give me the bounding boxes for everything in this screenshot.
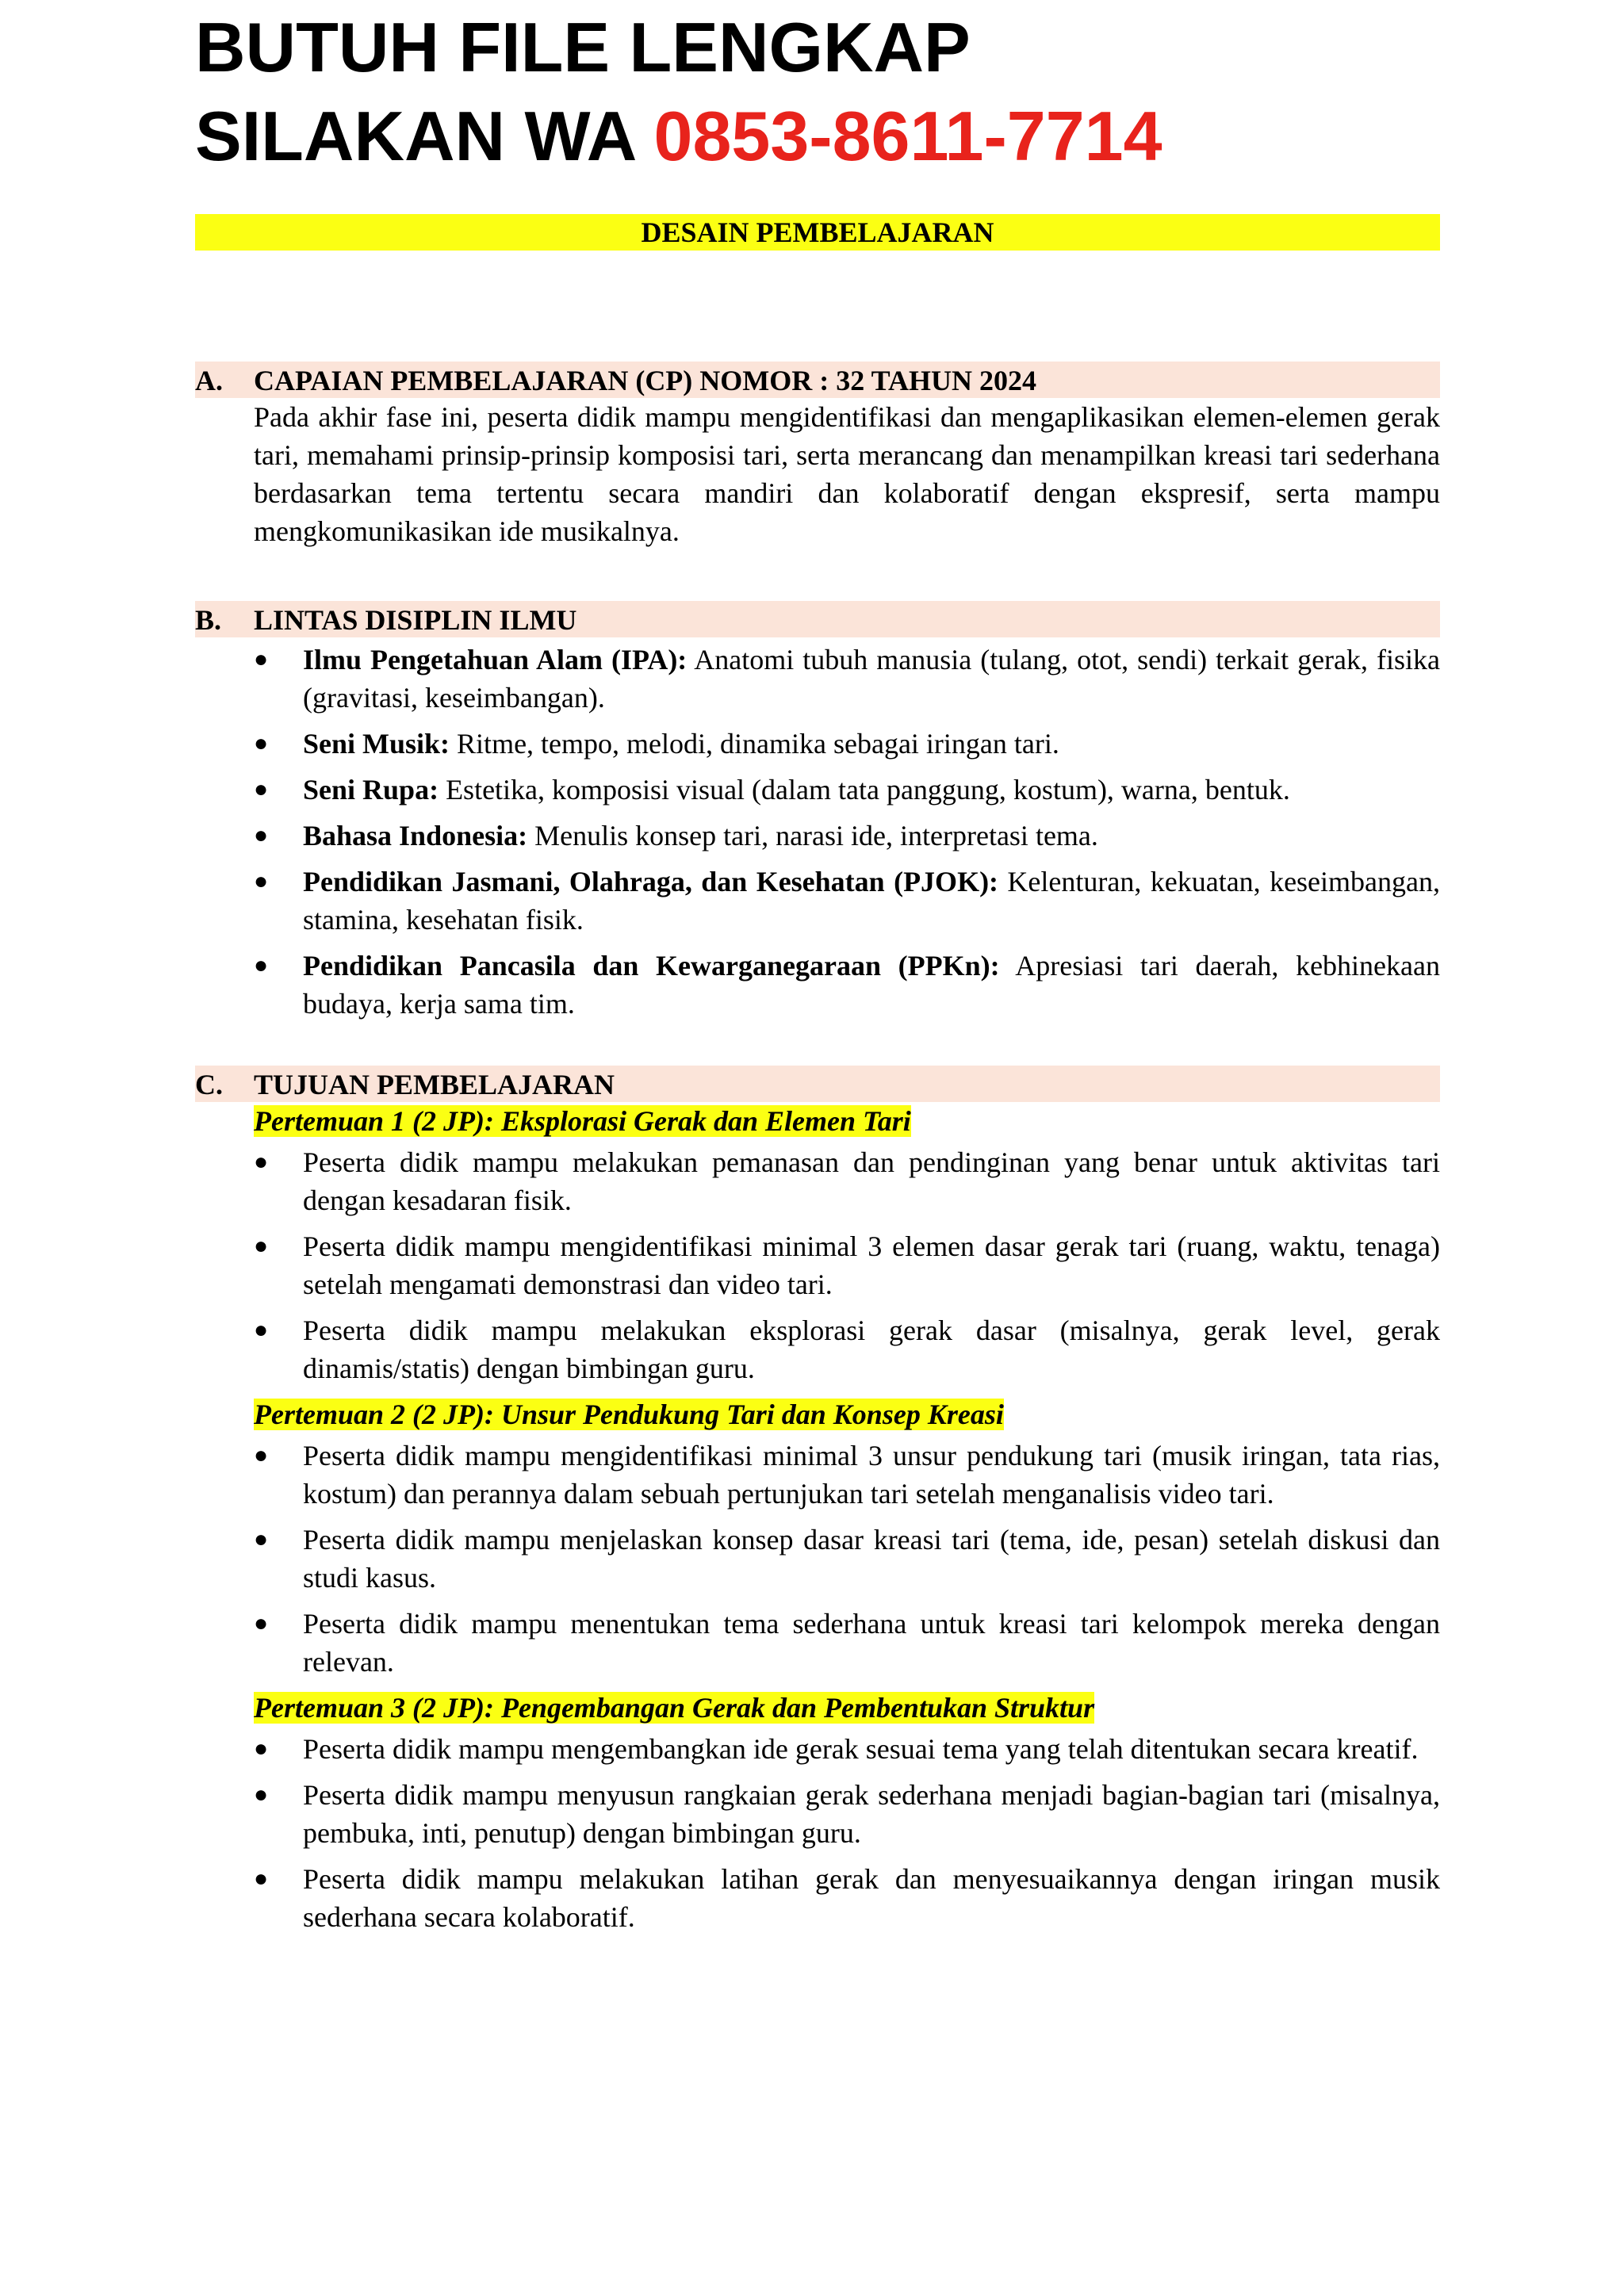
banner-line-2: [195, 92, 1162, 181]
list-item: [254, 725, 1440, 763]
bullet-icon: ●: [254, 1610, 269, 1636]
meeting-title: [254, 1689, 1440, 1727]
meeting-objectives: [195, 1730, 1440, 1936]
list-item: [254, 1437, 1440, 1513]
banner-line-1: BUTUH FILE LENGKAP: [195, 8, 971, 86]
section-b-letter: B.: [195, 604, 222, 636]
list-item: [254, 1521, 1440, 1597]
list-item: [254, 771, 1440, 809]
bullet-icon: ●: [254, 646, 269, 672]
bullet-icon: ●: [254, 822, 269, 848]
meeting-objectives: [195, 1143, 1440, 1387]
list-item: [254, 1143, 1440, 1219]
list-item: [254, 1605, 1440, 1681]
section-c: [195, 1066, 1440, 1936]
bullet-icon: ●: [254, 868, 269, 894]
bullet-icon: ●: [254, 1233, 269, 1259]
objective-text: Peserta didik mampu mengidentifikasi minimal 3 unsur pendukung tari (musik iringan, tata rias, kostum) dan perannya dalam sebuah pertunjukan tari setelah menganalisis video tari.: [303, 1440, 1440, 1510]
bullet-icon: ●: [254, 776, 269, 802]
item-text: Ritme, tempo, melodi, dinamika sebagai iringan tari.: [450, 728, 1059, 760]
document-title: DESAIN PEMBELAJARAN: [195, 214, 1440, 251]
section-c-title: TUJUAN PEMBELAJARAN: [254, 1069, 615, 1100]
bullet-icon: ●: [254, 1317, 269, 1343]
item-term: Pendidikan Pancasila dan Kewarganegaraan (PPKn):: [303, 950, 1000, 982]
list-item: [254, 1311, 1440, 1387]
section-c-letter: C.: [195, 1069, 223, 1100]
item-term: Seni Rupa:: [303, 774, 439, 806]
section-b-heading: [195, 601, 1440, 637]
objective-text: Peserta didik mampu melakukan latihan gerak dan menyesuaikannya dengan iringan musik sederhana secara kolaboratif.: [303, 1863, 1440, 1933]
list-item: [254, 817, 1440, 855]
section-c-heading: [195, 1066, 1440, 1102]
bullet-icon: ●: [254, 952, 269, 978]
section-a-paragraph: Pada akhir fase ini, peserta didik mampu mengidentifikasi dan mengaplikasikan elemen-elemen gerak tari, memahami prinsip-prinsip komposisi tari, serta merancang dan menampilkan kreasi tari sederhana berdasarkan tema tertentu secara mandiri dan kolaboratif dengan ekspresif, serta mampu mengkomunikasikan ide musikalnya.: [254, 401, 1440, 547]
objective-text: Peserta didik mampu menyusun rangkaian gerak sederhana menjadi bagian-bagian tari (misalnya, pembuka, inti, penutup) dengan bimbingan guru.: [303, 1779, 1440, 1849]
banner-prefix: SILAKAN WA: [195, 97, 654, 175]
meeting-title: [254, 1395, 1440, 1433]
list-item: [254, 947, 1440, 1023]
item-term: Bahasa Indonesia:: [303, 820, 528, 851]
item-text: Estetika, komposisi visual (dalam tata panggung, kostum), warna, bentuk.: [439, 774, 1290, 806]
section-b-title: LINTAS DISIPLIN ILMU: [254, 604, 577, 636]
objective-text: Peserta didik mampu mengidentifikasi minimal 3 elemen dasar gerak tari (ruang, waktu, tenaga) setelah mengamati demonstrasi dan video tari.: [303, 1230, 1440, 1300]
item-text: Kelenturan, kekuatan, keseimbangan, stamina, kesehatan fisik.: [303, 866, 1440, 936]
objective-text: Peserta didik mampu mengembangkan ide gerak sesuai tema yang telah ditentukan secara kreatif.: [303, 1733, 1419, 1765]
meeting-title-text: Pertemuan 3 (2 JP): Pengembangan Gerak dan Pembentukan Struktur: [254, 1692, 1095, 1724]
bullet-icon: ●: [254, 1442, 269, 1468]
section-b-list: [195, 641, 1440, 1023]
objective-text: Peserta didik mampu melakukan pemanasan dan pendinginan yang benar untuk aktivitas tari dengan kesadaran fisik.: [303, 1146, 1440, 1216]
bullet-icon: ●: [254, 730, 269, 756]
objective-text: Peserta didik mampu menjelaskan konsep dasar kreasi tari (tema, ide, pesan) setelah diskusi dan studi kasus.: [303, 1524, 1440, 1594]
bullet-icon: ●: [254, 1735, 269, 1762]
section-a-letter: A.: [195, 365, 223, 396]
promo-banner: [195, 3, 1162, 181]
section-c-meetings: [195, 1102, 1440, 1936]
list-item: [254, 1730, 1440, 1768]
meeting-objectives: [195, 1437, 1440, 1681]
section-a: [195, 362, 1440, 550]
meeting-title-text: Pertemuan 2 (2 JP): Unsur Pendukung Tari dan Konsep Kreasi: [254, 1399, 1004, 1430]
meeting-title: [254, 1102, 1440, 1140]
whatsapp-number: 0853-8611-7714: [653, 97, 1162, 175]
section-a-title: CAPAIAN PEMBELAJARAN (CP) NOMOR : 32 TAHUN 2024: [254, 365, 1036, 396]
item-term: Ilmu Pengetahuan Alam (IPA):: [303, 644, 688, 675]
item-text: Apresiasi tari daerah, kebhinekaan budaya, kerja sama tim.: [303, 950, 1440, 1020]
item-term: Pendidikan Jasmani, Olahraga, dan Kesehatan (PJOK):: [303, 866, 999, 897]
objective-text: Peserta didik mampu menentukan tema sederhana untuk kreasi tari kelompok mereka dengan relevan.: [303, 1608, 1440, 1678]
list-item: [254, 863, 1440, 939]
item-term: Seni Musik:: [303, 728, 450, 760]
bullet-icon: ●: [254, 1526, 269, 1552]
list-item: [254, 1227, 1440, 1303]
section-a-heading: [195, 362, 1440, 398]
list-item: [254, 641, 1440, 717]
bullet-icon: ●: [254, 1149, 269, 1175]
objective-text: Peserta didik mampu melakukan eksplorasi gerak dasar (misalnya, gerak level, gerak dinamis/statis) dengan bimbingan guru.: [303, 1314, 1440, 1384]
list-item: [254, 1776, 1440, 1852]
item-text: Menulis konsep tari, narasi ide, interpretasi tema.: [527, 820, 1098, 851]
meeting-title-text: Pertemuan 1 (2 JP): Eksplorasi Gerak dan Elemen Tari: [254, 1105, 911, 1137]
list-item: [254, 1860, 1440, 1936]
bullet-icon: ●: [254, 1866, 269, 1892]
section-b: [195, 601, 1440, 1023]
bullet-icon: ●: [254, 1781, 269, 1808]
document-body: [195, 214, 1440, 1944]
item-text: Anatomi tubuh manusia (tulang, otot, sendi) terkait gerak, fisika (gravitasi, keseimbangan).: [303, 644, 1440, 714]
